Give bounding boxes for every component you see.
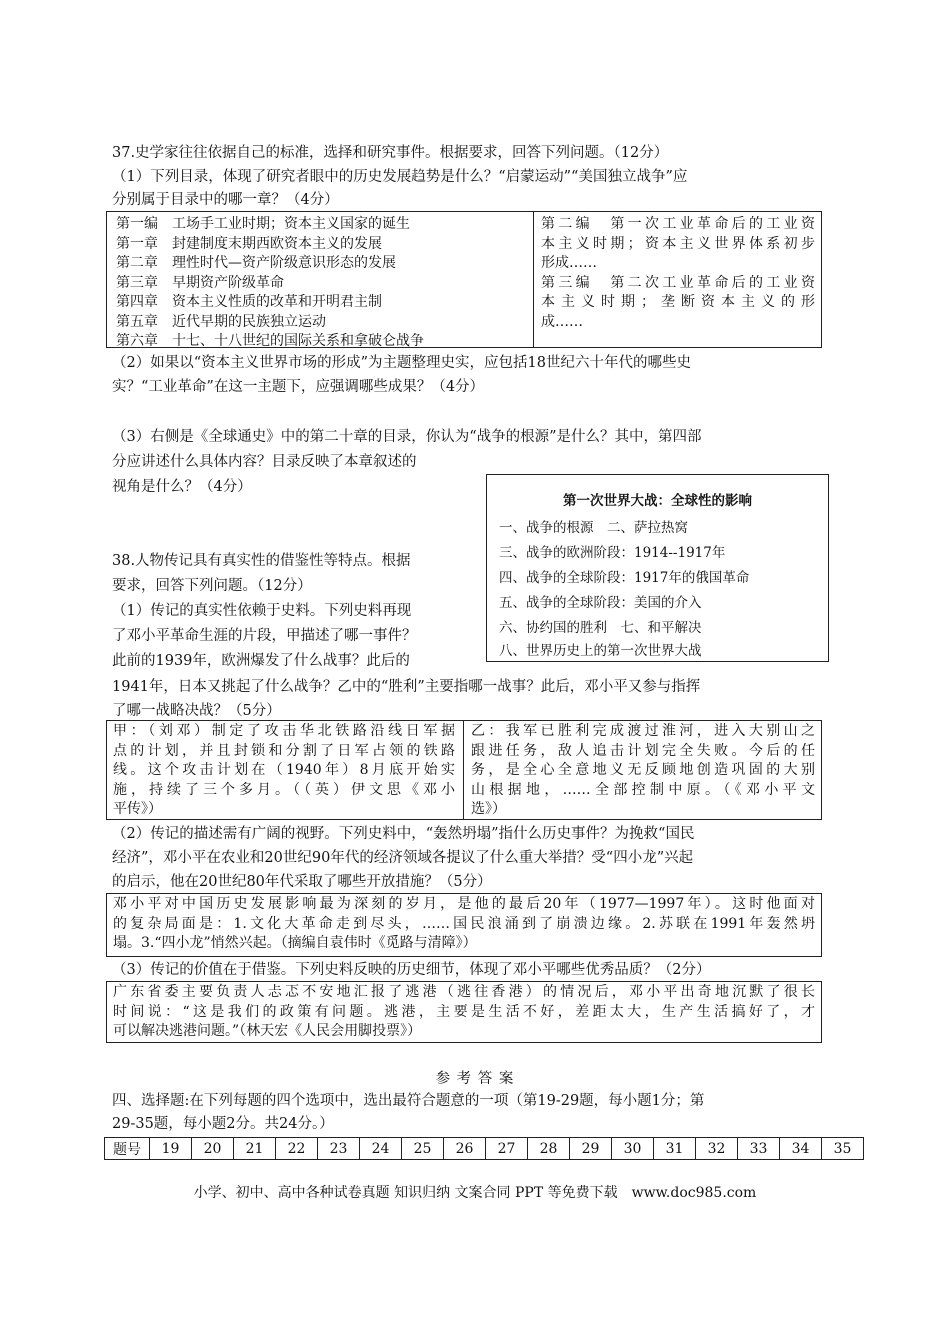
row-label: 题号 [105,1138,150,1160]
list-item: 三、战争的欧洲阶段：1914--1917年 [499,545,726,561]
answer-number-table [104,1137,864,1160]
list-item: 五、战争的全球阶段：美国的介入 [499,595,702,611]
q37-table-right [541,215,815,332]
table-row: 第一编 工场手工业时期；资本主义国家的诞生 [116,216,410,232]
source-yi: 乙：我军已胜利完成渡过淮河，进入大别山之 跟进任务，敌人追击计划完全失败。今后的任 务，是全心全意地义无反顾地创造巩固的大别 山根据地，……全部控制中原。（《邓小平文 选》） [471,723,815,817]
q38-title-line2: 要求，回答下列问题。（12分） [112,578,312,594]
table-row: 第二编 第一次工业革命后的工业资 [541,216,815,232]
q38-part2-line1: （2）传记的描述需有广阔的视野。下列史料中，“轰然坍塌”指什么历史事件？为挽救“国民 [112,826,695,842]
q37-title: 37.史学家往往依据自己的标准，选择和研究事件。根据要求，回答下列问题。（12分） [112,145,669,161]
table-divider [463,721,464,819]
answers-section-line2: 29-35题，每小题2分。共24分。） [112,1116,334,1132]
q38-source-box2: 邓小平对中国历史发展影响最为深刻的岁月，是他的最后20年（1977—1997年）。这时他面对 的复杂局面是：1.文化大革命走到尽头，……国民浪涌到了崩溃边缘。2.苏联在1991年轰然坍 塌。3.“四小龙”悄然兴起。（摘编自袁伟时《觅路与清障》） [106,893,822,957]
table-row: 形成…… [541,255,597,271]
q38-source-table [106,720,822,820]
q38-part1-line5: 了哪一战略决战？（5分） [112,703,281,719]
q37-part3-line1: （3）右侧是《全球通史》中的第二十章的目录，你认为“战争的根源”是什么？其中，第四部 [112,429,702,445]
table-row: 成…… [541,313,583,330]
source-jia: 甲：（刘邓）制定了攻击华北铁路沿线日军据 点的计划，并且封锁和分割了日军占领的铁路 线。这个攻击计划在（1940年）8月底开始实 施，持续了三个多月。（（英）伊文思《邓小 平传》） [113,723,455,817]
wwi-contents-box [486,474,829,662]
page-footer: 小学、初中、高中各种试卷真题 知识归纳 文案合同 PPT 等免费下载 www.doc985.com [193,1185,757,1201]
table-row: 本主义时期；垄断资本主义的形 [541,294,815,310]
table-row: 第二章 理性时代—资产阶级意识形态的发展 [116,255,396,271]
q38-part1-line4: 1941年，日本又挑起了什么战争？乙中的“胜利”主要指哪一战事？此后，邓小平又参与指挥 [112,679,701,695]
q38-part3-line: （3）传记的价值在于借鉴。下列史料反映的历史细节，体现了邓小平哪些优秀品质？（2分） [112,962,711,978]
q38-part2-line2: 经济”，邓小平在农业和20世纪90年代的经济领域各提议了什么重大举措？受“四小龙”兴起 [112,850,694,866]
q38-source-box3: 广东省委主要负责人忐忑不安地汇报了逃港（逃往香港）的情况后，邓小平出奇地沉默了很长 时间说：“这是我们的政策有问题。逃港，主要是生活不好，差距太大，生产生活搞好了，才 可以解决逃港问题。”（林天宏《人民会用脚投票》） [106,981,822,1043]
table-row: 第一章 封建制度末期西欧资本主义的发展 [116,235,382,252]
q37-part3-line2: 分应讲述什么具体内容？目录反映了本章叙述的 [112,454,417,470]
q37-part2-line1: （2）如果以“资本主义世界市场的形成”为主题整理史实，应包括18世纪六十年代的哪些史 [112,355,691,371]
table-row: 题号 19 20 21 22 23 24 25 26 27 28 29 30 31 32 33 34 35 [105,1138,864,1160]
table-row: 第三章 早期资产阶级革命 [116,274,284,291]
q37-toc-table [106,211,822,348]
table-divider [533,212,534,347]
q37-table-left [116,215,526,352]
q38-part1-line2: 了邓小平革命生涯的片段，甲描述了哪一事件？ [112,628,417,644]
table-row: 第三编 第二次工业革命后的工业资 [541,274,815,291]
list-item: 四、战争的全球阶段：1917年的俄国革命 [499,570,750,586]
q38-part1-line1: （1）传记的真实性依赖于史料。下列史料再现 [112,603,412,619]
answers-section-line1: 四、选择题:在下列每题的四个选项中，选出最符合题意的一项（第19-29题，每小题1分；第 [112,1093,705,1109]
wwi-contents-title: 第一次世界大战：全球性的影响 [563,493,752,509]
q37-part1-line2: 分别属于目录中的哪一章？（4分） [112,192,339,208]
q38-title-line1: 38.人物传记具有真实性的借鉴性等特点。根据 [112,553,411,569]
q37-part2-line2: 实？“工业革命”在这一主题下，应强调哪些成果？（4分） [112,379,485,395]
answers-heading: 参 考 答 案 [435,1071,515,1087]
table-row: 第六章 十七、十八世纪的国际关系和拿破仑战争 [116,333,424,349]
table-row: 第五章 近代早期的民族独立运动 [116,313,326,330]
list-item: 八、世界历史上的第一次世界大战 [499,643,702,659]
list-item: 一、战争的根源 二、萨拉热窝 [499,520,688,536]
q37-part1-line1: （1）下列目录，体现了研究者眼中的历史发展趋势是什么？“启蒙运动”“美国独立战争”应 [112,169,688,185]
q38-part1-line3: 此前的1939年，欧洲爆发了什么战事？此后的 [112,653,410,669]
table-row: 本主义时期；资本主义世界体系初步 [541,235,815,252]
q38-part2-line3: 的启示，他在20世纪80年代采取了哪些开放措施？（5分） [112,874,492,890]
table-row: 第四章 资本主义性质的改革和开明君主制 [116,294,382,310]
list-item: 六、协约国的胜利 七、和平解决 [499,620,702,636]
q37-part3-line3: 视角是什么？（4分） [112,479,252,495]
